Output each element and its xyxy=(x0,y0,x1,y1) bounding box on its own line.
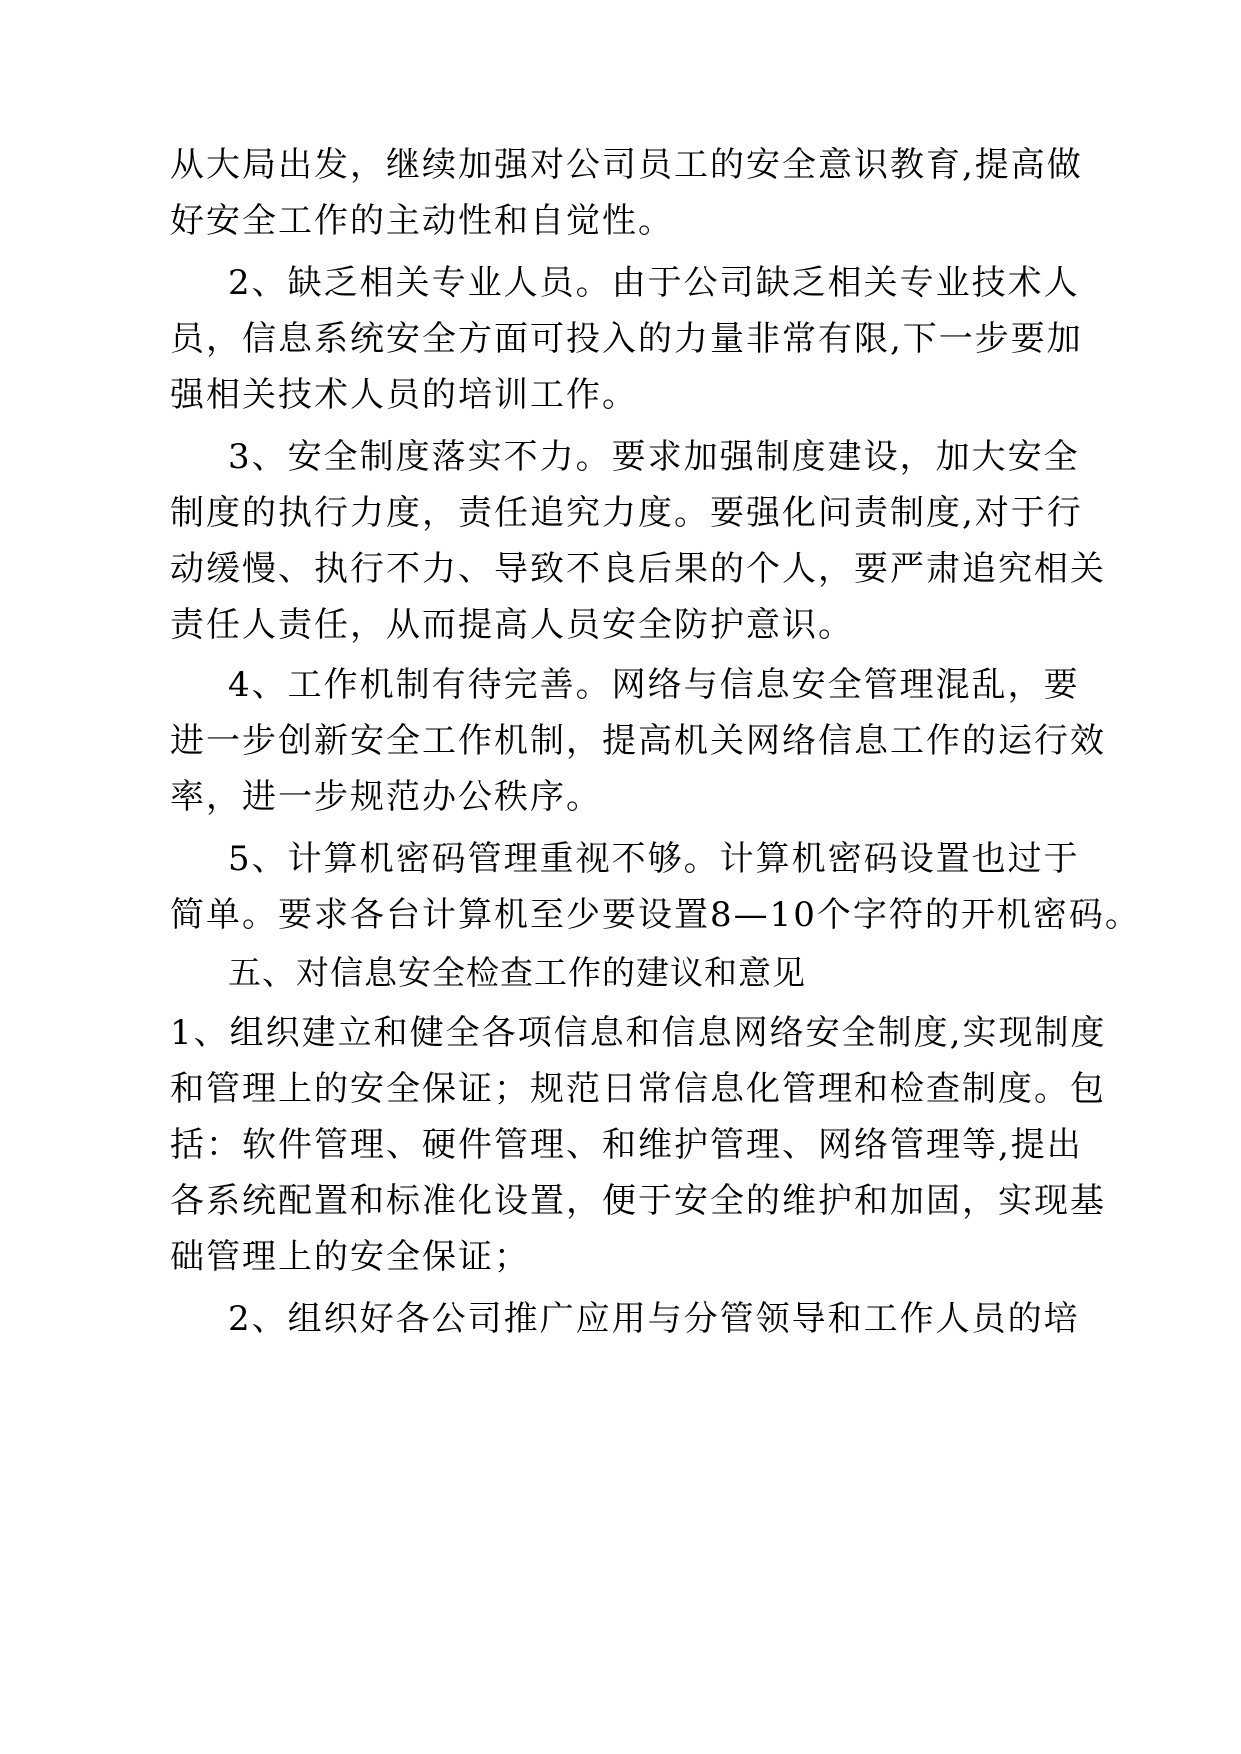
body-text-line: 5、计算机密码管理重视不够。计算机密码设置也过于 xyxy=(228,839,1080,879)
body-text-line: 2、组织好各公司推广应用与分管领导和工作人员的培 xyxy=(228,1299,1080,1339)
body-text-line: 率，进一步规范办公秩序。 xyxy=(170,777,602,817)
body-text-line: 和管理上的安全保证；规范日常信息化管理和检查制度。包 xyxy=(170,1069,1106,1109)
body-text-line: 员，信息系统安全方面可投入的力量非常有限,下一步要加 xyxy=(170,319,1083,359)
body-text-line: 好安全工作的主动性和自觉性。 xyxy=(170,201,674,241)
body-text-line: 从大局出发，继续加强对公司员工的安全意识教育,提高做 xyxy=(170,145,1083,185)
body-text-line: 责任人责任，从而提高人员安全防护意识。 xyxy=(170,605,854,645)
body-text-line: 1、组织建立和健全各项信息和信息网络安全制度,实现制度 xyxy=(170,1013,1107,1053)
body-text-line: 括：软件管理、硬件管理、和维护管理、网络管理等,提出 xyxy=(170,1125,1083,1165)
body-text-line: 2、缺乏相关专业人员。由于公司缺乏相关专业技术人 xyxy=(228,263,1080,303)
body-text-line: 进一步创新安全工作机制，提高机关网络信息工作的运行效 xyxy=(170,721,1106,761)
body-text-line: 强相关技术人员的培训工作。 xyxy=(170,375,638,415)
body-text-line: 各系统配置和标准化设置，便于安全的维护和加固，实现基 xyxy=(170,1181,1106,1221)
body-text-line: 动缓慢、执行不力、导致不良后果的个人，要严肃追究相关 xyxy=(170,549,1106,589)
body-text-line: 简单。要求各台计算机至少要设置8—10个字符的开机密码。 xyxy=(170,895,1141,935)
section-heading: 五、对信息安全检查工作的建议和意见 xyxy=(228,953,806,992)
body-text-line: 础管理上的安全保证； xyxy=(170,1237,530,1277)
body-text-line: 3、安全制度落实不力。要求加强制度建设，加大安全 xyxy=(228,437,1080,477)
body-text-line: 制度的执行力度，责任追究力度。要强化问责制度,对于行 xyxy=(170,493,1083,533)
body-text-line: 4、工作机制有待完善。网络与信息安全管理混乱，要 xyxy=(228,665,1080,705)
